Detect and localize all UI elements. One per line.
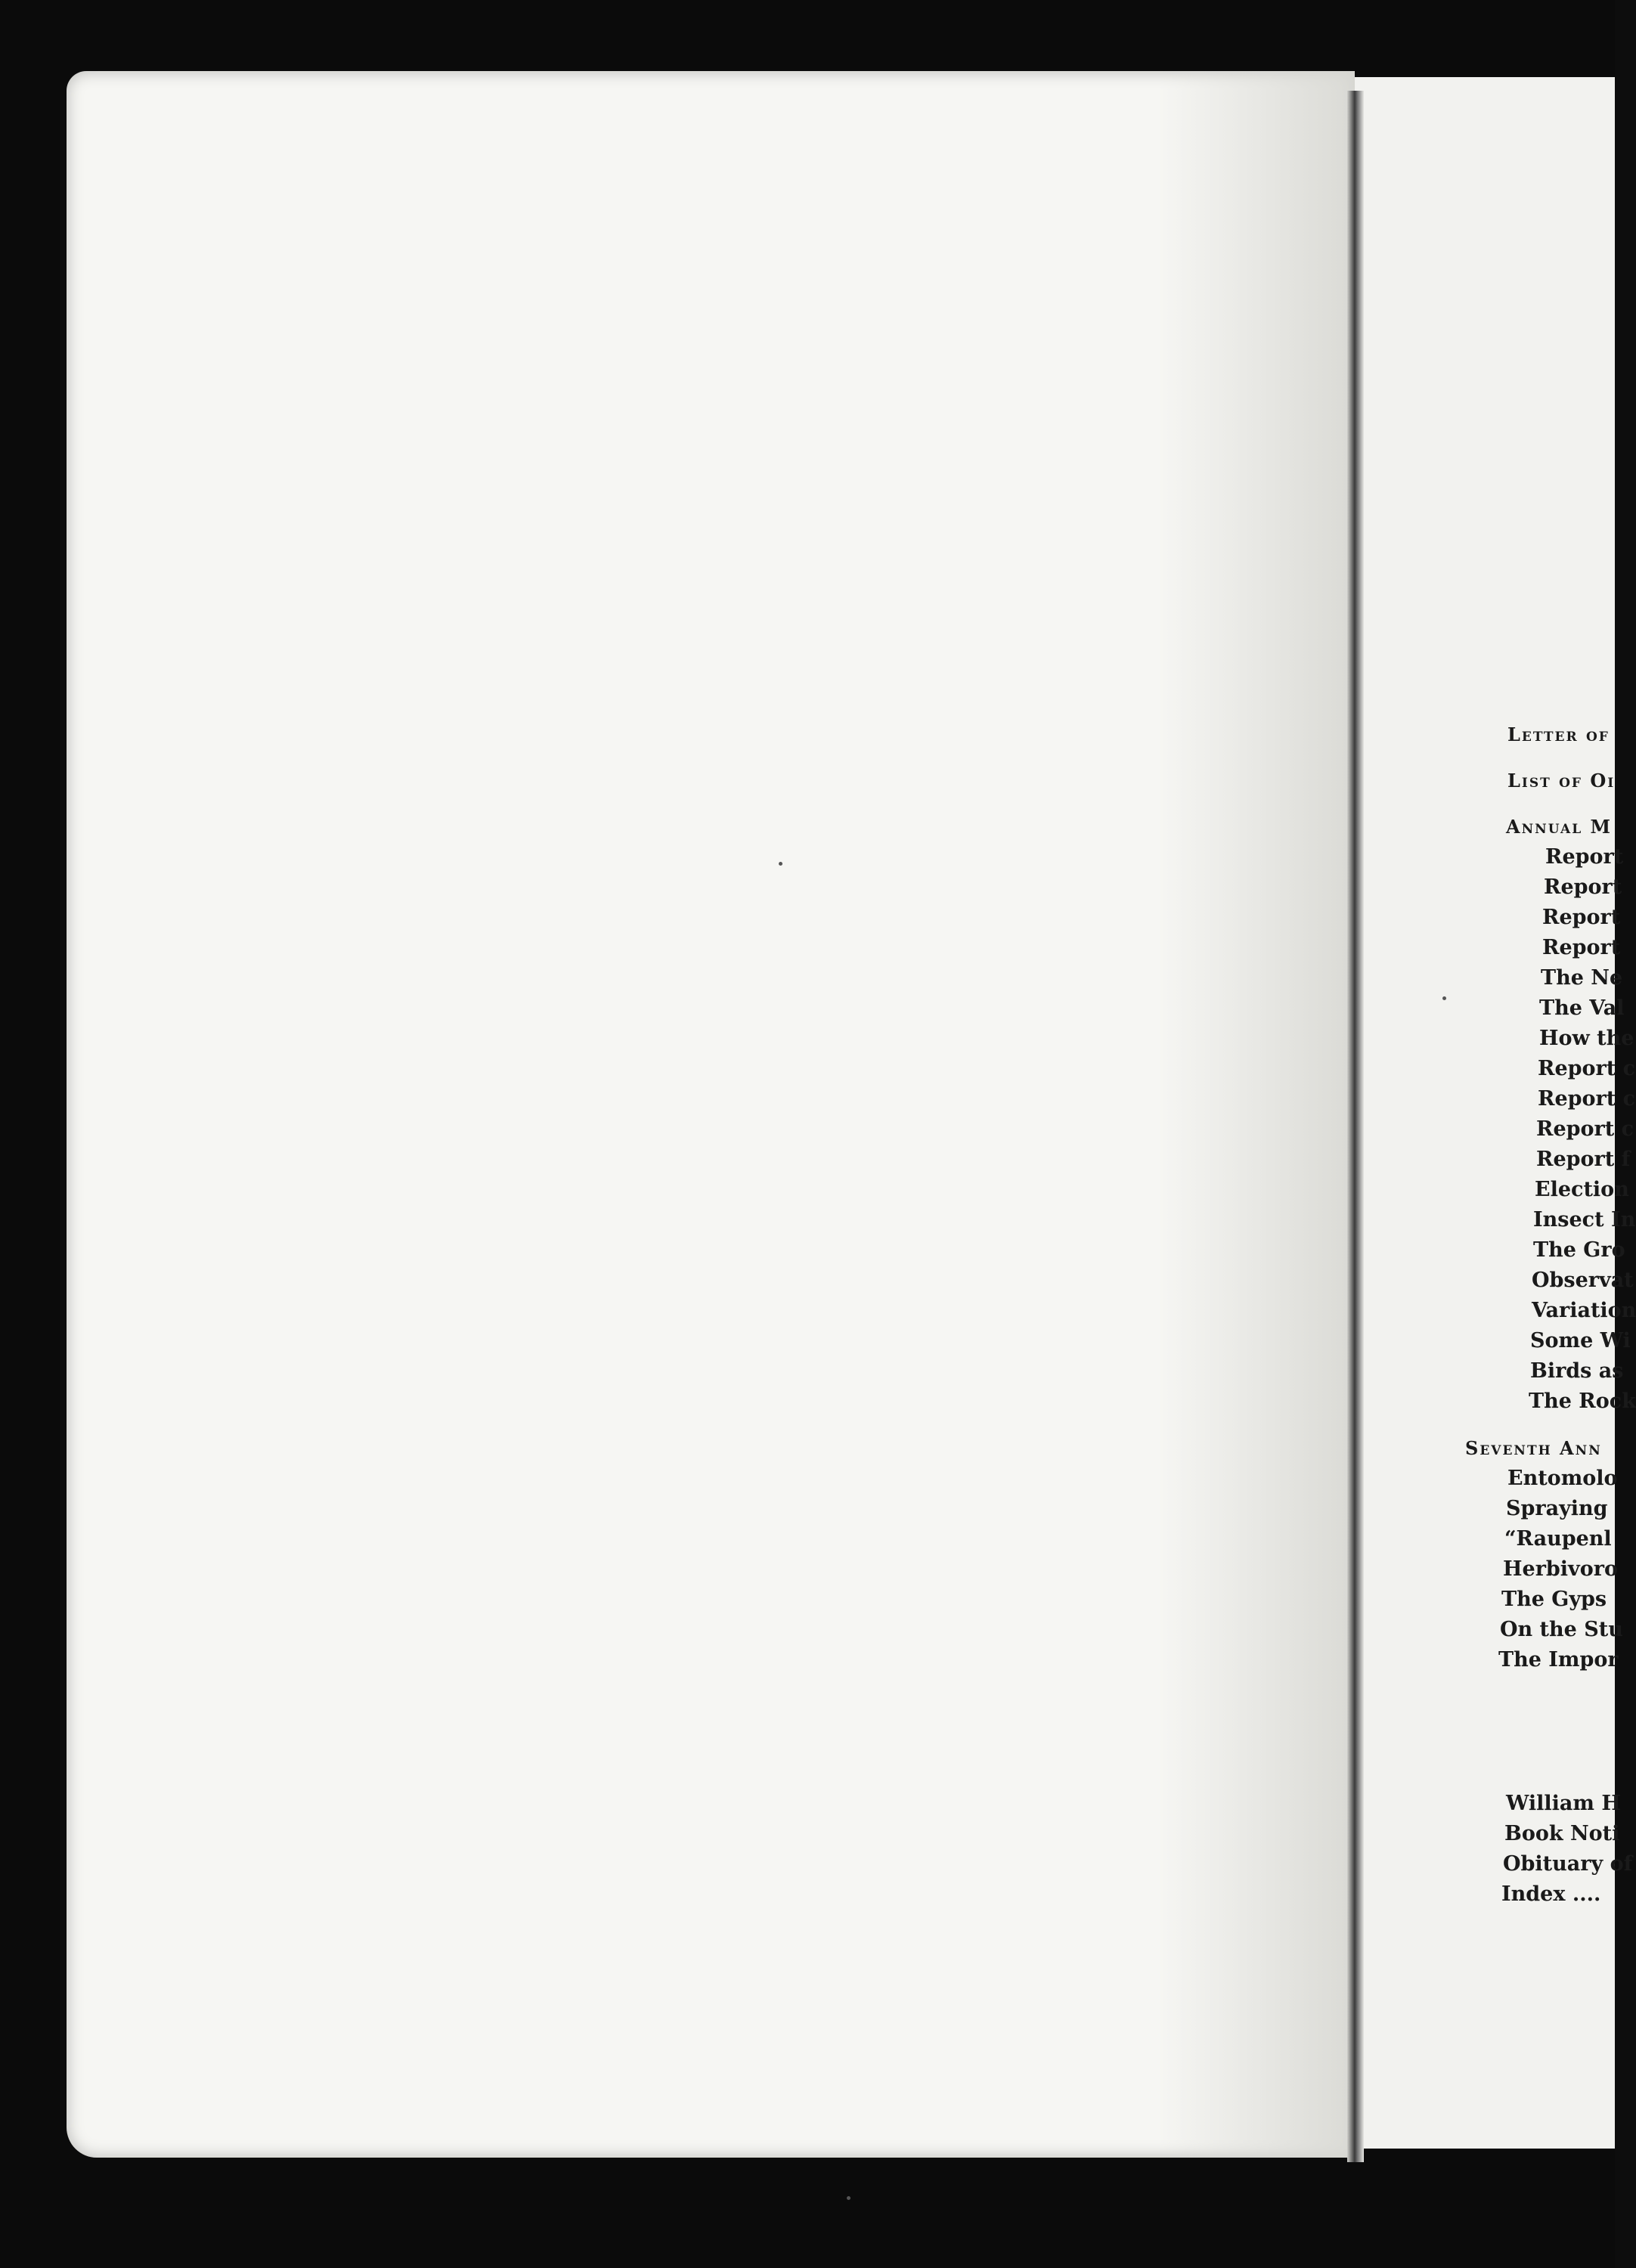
- toc-entry: Report: [1542, 936, 1621, 959]
- book-gutter: [1347, 91, 1364, 2162]
- dust-speck: [1442, 996, 1446, 1000]
- toc-entry: The Val: [1539, 996, 1625, 1020]
- toc-entry: Report: [1544, 875, 1622, 899]
- toc-entry: William H: [1506, 1792, 1621, 1815]
- toc-entry: On the Stu: [1500, 1618, 1623, 1641]
- toc-entry: Election: [1535, 1178, 1629, 1201]
- toc-entry: Insect In: [1533, 1208, 1636, 1232]
- blank-left-page: [67, 71, 1355, 2158]
- toc-entry: How the: [1539, 1027, 1634, 1050]
- toc-entry: Some Wi: [1530, 1329, 1631, 1352]
- toc-entry: Obituary of: [1503, 1852, 1633, 1876]
- toc-entry: The Impor: [1498, 1648, 1619, 1672]
- dust-speck: [779, 862, 782, 866]
- toc-entry: Herbivoro: [1503, 1557, 1618, 1581]
- toc-entry: The Rock: [1529, 1390, 1636, 1413]
- toc-entry: Variation: [1532, 1299, 1636, 1322]
- toc-entry: The Ne: [1541, 966, 1623, 990]
- toc-entry: Birds as: [1530, 1359, 1624, 1383]
- toc-entry: Report: [1545, 845, 1624, 869]
- toc-entry: List of Oı: [1507, 770, 1616, 792]
- toc-entry: Report: [1542, 906, 1621, 929]
- toc-entry: Index ....: [1501, 1882, 1601, 1906]
- toc-entry: Report c: [1536, 1117, 1634, 1141]
- toc-entry: “Raupenl: [1504, 1527, 1612, 1551]
- toc-entry: Observat: [1532, 1269, 1634, 1292]
- toc-entry: Spraying: [1506, 1497, 1608, 1520]
- toc-entry: Letter of: [1507, 723, 1610, 745]
- toc-entry: Seventh Ann: [1465, 1437, 1602, 1459]
- toc-entry: The Gro: [1533, 1238, 1625, 1262]
- toc-entry: The Gyps: [1501, 1588, 1607, 1611]
- toc-entry: Annual M: [1506, 816, 1613, 838]
- toc-entry: Report c: [1538, 1087, 1636, 1111]
- toc-entry: Book Noti: [1504, 1822, 1620, 1845]
- toc-entry: Entomolo: [1507, 1467, 1618, 1490]
- toc-entry: Report c: [1538, 1057, 1636, 1080]
- toc-entry: Report f: [1536, 1148, 1631, 1171]
- dust-speck: [847, 2196, 851, 2200]
